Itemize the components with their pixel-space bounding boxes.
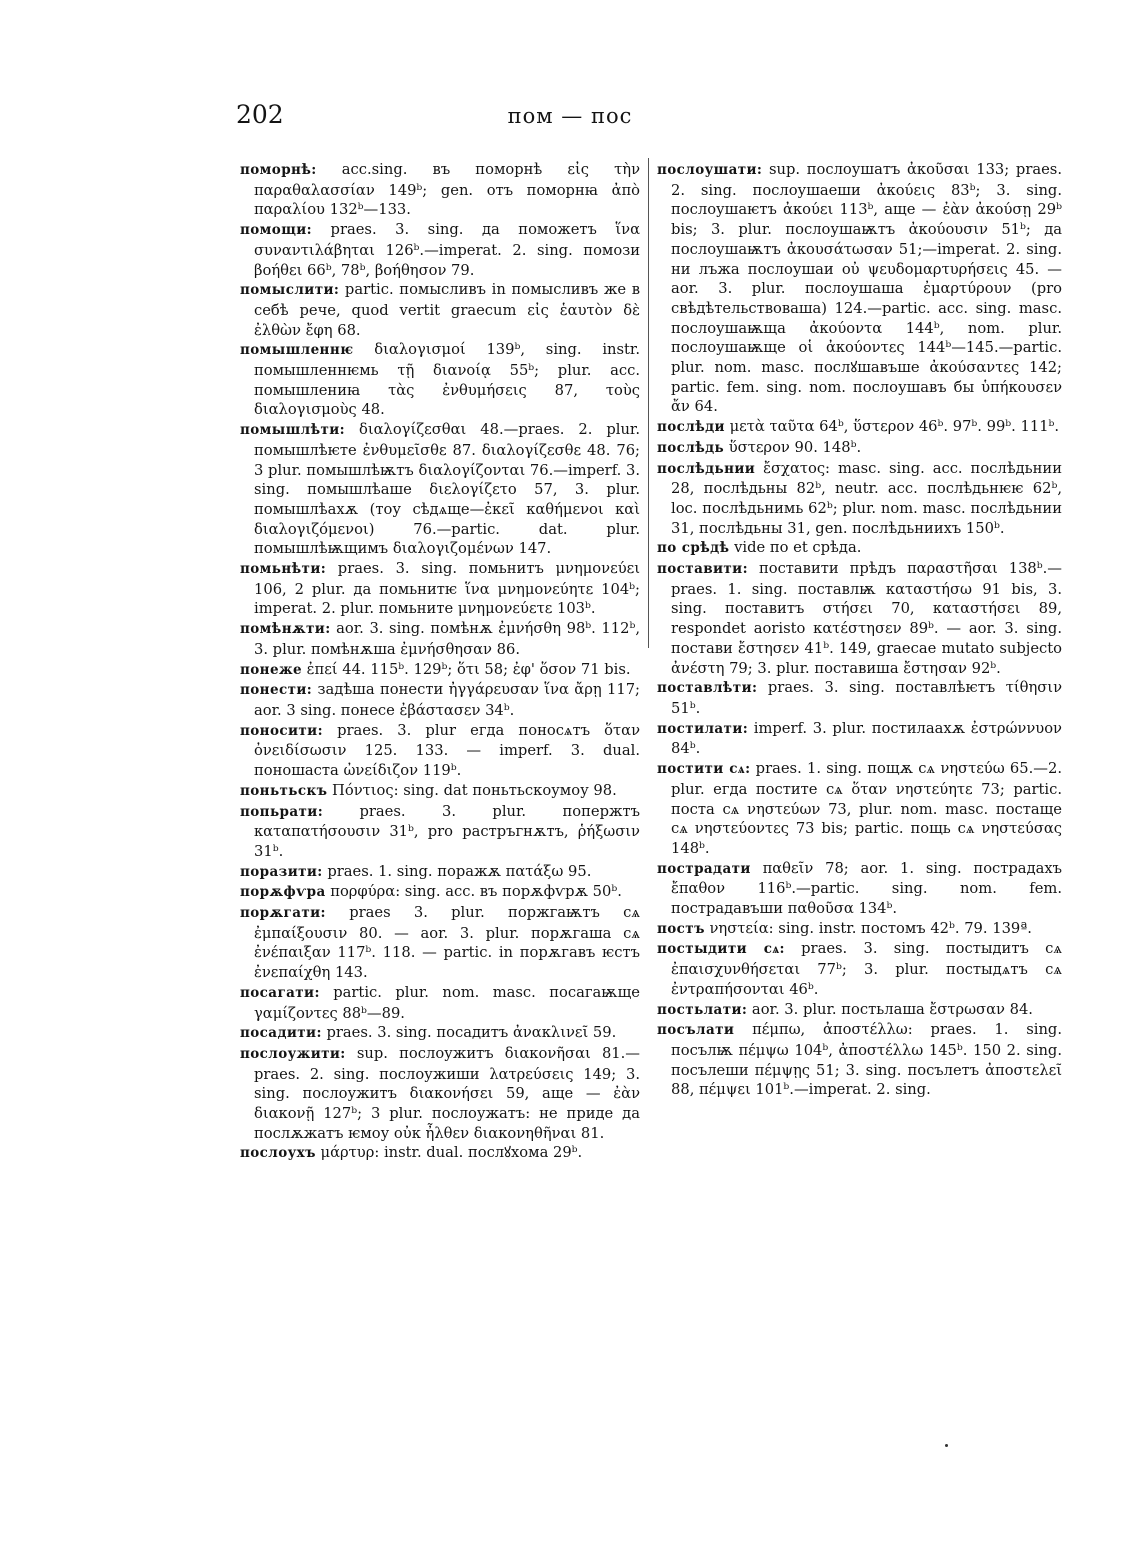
entry-headword: постити сѧ: [657, 761, 751, 778]
entry-headword: поставити: [657, 561, 748, 578]
entry-headword: поньтьскъ [240, 782, 328, 799]
dictionary-entry [240, 660, 640, 681]
entry-definition: πορφύρα: sing. acc. въ порѫфѵрѫ 50ᵇ. [325, 883, 622, 901]
entry-definition: παθεῖν 78; aor. 1. sing. пострадахъ ἔπαθον 116ᵇ.—partic. sing. nom. fem. пострадавъши παθοῦσα 134ᵇ. [671, 859, 1062, 918]
dictionary-entry [657, 559, 1062, 678]
entry-headword: понеже [240, 661, 302, 678]
entry-headword: послоужити: [240, 1045, 346, 1062]
entry-headword: помьнѣти: [240, 561, 327, 578]
dictionary-entry [240, 680, 640, 720]
dictionary-entry [240, 862, 640, 883]
dictionary-entry [657, 459, 1062, 539]
entry-headword: постилати: [657, 720, 749, 737]
entry-headword: постыдити сѧ: [657, 941, 785, 958]
dictionary-entry [240, 340, 640, 420]
entry-headword: помѣнѫти: [240, 621, 331, 638]
left-column [240, 160, 640, 1164]
entry-definition: sup. послоужитъ διακονῆσαι 81.—praes. 2. sing. послоужиши λατρεύσεις 149; 3. sing. послоужитъ διακονήσει 59, аще — ἐὰν διακονῇ 127ᵇ; 3 plur. послоужатъ: не приде да послѫжатъ ѥмоу οὐκ ἦλθεν διακονηθῆναι 81. [254, 1044, 640, 1142]
entry-headword: послѣдь [657, 439, 725, 456]
entry-definition: imperf. 3. plur. постилаахѫ ἐστρώννυον 84ᵇ. [671, 719, 1062, 758]
entry-definition: sup. послоушатъ ἀκοῦσαι 133; praes. 2. sing. послоушаеши ἀκούεις 83ᵇ; 3. sing. послоушаѥтъ ἀκούει 113ᵇ, аще — ἐὰν ἀκούσῃ 29ᵇ bis; 3. plur. послоушаѭтъ ἀκούουσιν 51ᵇ; да послоушаѭтъ ἀκουσάτωσαν 51;—imperat. 2. sing. ни лъжа послоушаи οὐ ψευδομαρτυρήσεις 45. — aor. 3. plur. послоушаша ἐμαρτύρουν (pro свѣдѣтельствоваша) 124.—partic. acc. sing. masc. послоушаѭща ἀκούοντα 144ᵇ, nom. plur. послоушаѭще οἱ ἀκούοντες 144ᵇ—145.—partic. plur. nom. masc. послꙋшавъше ἀκούσαντες 142; partic. fem. sing. nom. послоушавъ бы ὑπήκουσεν ἄν 64. [671, 161, 1062, 416]
entry-headword: посагати: [240, 984, 320, 1001]
entry-headword: порѫфѵра [240, 884, 326, 901]
entry-headword: постъ [657, 920, 705, 937]
entry-definition: praes. 3. sing. помьнитъ μνημονεύει 106, 2 plur. да помьнитѥ ἵνα μνημονεύητε 104ᵇ; imperat. 2. plur. помьните μνημονεύετε 103ᵇ. [254, 560, 640, 618]
entry-headword: послѣдьнии [657, 460, 756, 477]
entry-headword: порѫгати: [240, 905, 326, 922]
entry-headword: послѣди [657, 419, 725, 436]
entry-definition: praes. 1. sing. поражѫ πατάξω 95. [322, 862, 592, 880]
entry-definition: praes. 1. sing. пощѫ сѧ νηστεύω 65.—2. plur. егда постите сѧ ὅταν νηστεύητε 73; partic. поста сѧ νηστεύων 73, plur. nom. masc. постаще сѧ νηστεύοντες 73 bis; partic. пощь сѧ νηστεύσας 148ᵇ. [671, 760, 1062, 857]
dictionary-entry [657, 939, 1062, 999]
entry-definition: ὕστερον 90. 148ᵇ. [724, 438, 862, 456]
entry-definition: Πόντιος: sing. dat поньтьскоумоу 98. [327, 781, 617, 799]
entry-definition: διαλογισμοί 139ᵇ, sing. instr. помышленнѥмь τῇ διανοίᾳ 55ᵇ; plur. acc. помышлениꙗ τὰς ἐνθυμήσεις 87, τοὺς διαλογισμοὺς 48. [254, 341, 640, 419]
page-number: 202 [236, 100, 284, 129]
running-head: пом — пос [507, 104, 633, 128]
dictionary-entry [240, 1023, 640, 1044]
entry-definition: praes. 3. sing. поставлѣѥтъ τίθησιν 51ᵇ. [671, 679, 1062, 717]
dictionary-entry [657, 859, 1062, 919]
entry-headword: по срѣдѣ [657, 540, 730, 557]
entry-headword: поразити: [240, 863, 323, 880]
entry-definition: praes. 3. sing. да поможетъ ἵνα συναντιλάβηται 126ᵇ.—imperat. 2. sing. помози βοήθει 66ᵇ, 78ᵇ, βοήθησον 79. [254, 221, 640, 279]
entry-definition: πέμπω, ἀποστέλλω: praes. 1. sing. посълѭ πέμψω 104ᵇ, ἀποστέλλω 145ᵇ. 150 2. sing. посълеши πέμψῃς 51; 3. sing. посълетъ ἀποστελεῖ 88, πέμψει 101ᵇ.—imperat. 2. sing. [671, 1021, 1062, 1099]
entry-definition: praes. 3. plur егда поносѧтъ ὅταν ὀνειδίσωσιν 125. 133. — imperf. 3. dual. поношаста ὠνείδιζον 119ᵇ. [254, 721, 640, 780]
entry-headword: помышленнѥ [240, 342, 354, 359]
entry-headword: постьлати: [657, 1001, 748, 1018]
dictionary-entry [657, 417, 1062, 438]
entry-definition: partic. помысливъ in помысливъ же в себѣ рече, quod vertit graecum εἰς ἑαυτὸν δὲ ἐλθὼν ἔφη 68. [254, 281, 640, 339]
dictionary-entry [240, 781, 640, 802]
entry-headword: посълати [657, 1022, 735, 1039]
entry-definition: praes 3. plur. поржгаѭтъ сѧ ἐμπαίξουσιν 80. — aor. 3. plur. порѫгаша сѧ ἐνέπαιξαν 117ᵇ. 118. — partic. in порѫгавъ ѥстъ ἐνεπαίχθη 143. [254, 904, 640, 982]
entry-definition: διαλογίζεσθαι 48.—praes. 2. plur. помышлѣѥте ἐνθυμεῖσθε 87. διαλογίζεσθε 48. 76; 3 plur. помышлѣѭтъ διαλογίζονται 76.—imperf. 3. sing. помышлѣаше διελογίζετο 57, 3. plur. помышлѣахѫ (тоу сѣдѧще—ἐκεῖ καθήμενοι καὶ διαλογιζόμενοι) 76.—partic. dat. plur. помышлѣѭщимъ διαλογιζομένων 147. [254, 421, 640, 558]
ink-speck [945, 1444, 948, 1447]
entry-headword: пострадати [657, 860, 751, 877]
dictionary-entry [657, 438, 1062, 459]
entry-definition: поставити прѣдъ παραστῆσαι 138ᵇ.—praes. 1. sing. поставлѭ καταστήσω 91 bis, 3. sing. поставитъ στήσει 70, καταστήσει 89, respondet aoristo κατέστησεν 89ᵇ. — aor. 3. sing. постави ἔστησεν 41ᵇ. 149, graecae mutato subjecto ἀνέστη 79; 3. plur. поставиша ἔστησαν 92ᵇ. [671, 560, 1062, 677]
dictionary-entry [240, 280, 640, 340]
dictionary-entry [657, 919, 1062, 940]
dictionary-entry [240, 903, 640, 983]
entry-definition: aor. 3. plur. постьлаша ἔστρωσαν 84. [747, 1000, 1033, 1018]
entry-definition: aor. 3. sing. помѣнѫ ἐμνήσθη 98ᵇ. 112ᵇ, 3. plur. помѣнѫша ἐμνήσθησαν 86. [254, 620, 640, 658]
column-divider [648, 158, 649, 648]
entry-headword: посадити: [240, 1025, 322, 1042]
entry-definition: vide по et срѣда. [729, 539, 862, 557]
entry-headword: послоушати: [657, 162, 763, 178]
right-column [657, 160, 1062, 1100]
entry-headword: помышлѣти: [240, 422, 346, 439]
entry-headword: поморнѣ: [240, 162, 317, 178]
dictionary-entry [240, 619, 640, 659]
dictionary-entry [240, 1044, 640, 1144]
entry-definition: ἐπεί 44. 115ᵇ. 129ᵇ; ὅτι 58; ἐφ' ὅσον 71 bis. [301, 660, 631, 678]
entry-definition: praes. 3. sing. постыдитъ сѧ ἐπαισχυνθήσεται 77ᵇ; 3. plur. постыдѧтъ сѧ ἐντραπήσονται 46ᵇ. [671, 940, 1062, 998]
entry-definition: partic. plur. nom. masc. посагаѭще γαμίζοντες 88ᵇ—89. [254, 983, 640, 1022]
dictionary-entry [657, 160, 1062, 417]
entry-headword: поставлѣти: [657, 680, 758, 697]
dictionary-entry [240, 1143, 640, 1164]
entry-headword: попьрати: [240, 803, 324, 820]
dictionary-entry [240, 802, 640, 862]
dictionary-entry [657, 1000, 1062, 1021]
entry-headword: помощи: [240, 222, 313, 239]
dictionary-entry [240, 420, 640, 559]
entry-definition: μετὰ ταῦτα 64ᵇ, ὕστερον 46ᵇ. 97ᵇ. 99ᵇ. 111ᵇ. [724, 418, 1060, 436]
entry-headword: понести: [240, 682, 313, 699]
entry-definition: praes. 3. plur. попержтъ καταπατήσουσιν 31ᵇ, pro растръгнѫтъ, ῥήξωσιν 31ᵇ. [254, 802, 640, 860]
dictionary-entry [240, 220, 640, 280]
entry-headword: поносити: [240, 722, 323, 739]
dictionary-entry [657, 719, 1062, 759]
dictionary-entry [240, 721, 640, 781]
dictionary-entry [657, 759, 1062, 859]
dictionary-entry [657, 538, 1062, 559]
dictionary-entry [240, 559, 640, 619]
entry-headword: помыслити: [240, 282, 340, 299]
dictionary-entry [240, 983, 640, 1023]
dictionary-entry [240, 160, 640, 220]
entry-definition: ἔσχατος: masc. sing. acc. послѣдьнии 28, послѣдьны 82ᵇ, neutr. acc. послѣдьнѥѥ 62ᵇ, loc. послѣдьнимь 62ᵇ; plur. nom. masc. послѣдьнии 31, послѣдьны 31, gen. послѣдьниихъ 150ᵇ. [671, 459, 1062, 537]
entry-definition: μάρτυρ: instr. dual. послꙋхома 29ᵇ. [315, 1144, 583, 1162]
dictionary-entry [657, 678, 1062, 718]
dictionary-entry [240, 882, 640, 903]
entry-definition: acc.sing. въ поморнѣ εἰς τὴν παραθαλασσίαν 149ᵇ; gen. отъ поморнꙗ ἀπὸ παραλίου 132ᵇ—133. [254, 161, 640, 219]
dictionary-entry [657, 1020, 1062, 1100]
entry-definition: praes. 3. sing. посадитъ ἀνακλινεῖ 59. [321, 1024, 617, 1042]
entry-definition: νηστεία: sing. instr. постомъ 42ᵇ. 79. 139ª. [704, 919, 1032, 937]
entry-definition: задѣша понести ἠγγάρευσαν ἵνα ἄρῃ 117; aor. 3 sing. понесе ἐβάστασεν 34ᵇ. [254, 681, 640, 719]
entry-headword: послоухъ [240, 1145, 316, 1162]
